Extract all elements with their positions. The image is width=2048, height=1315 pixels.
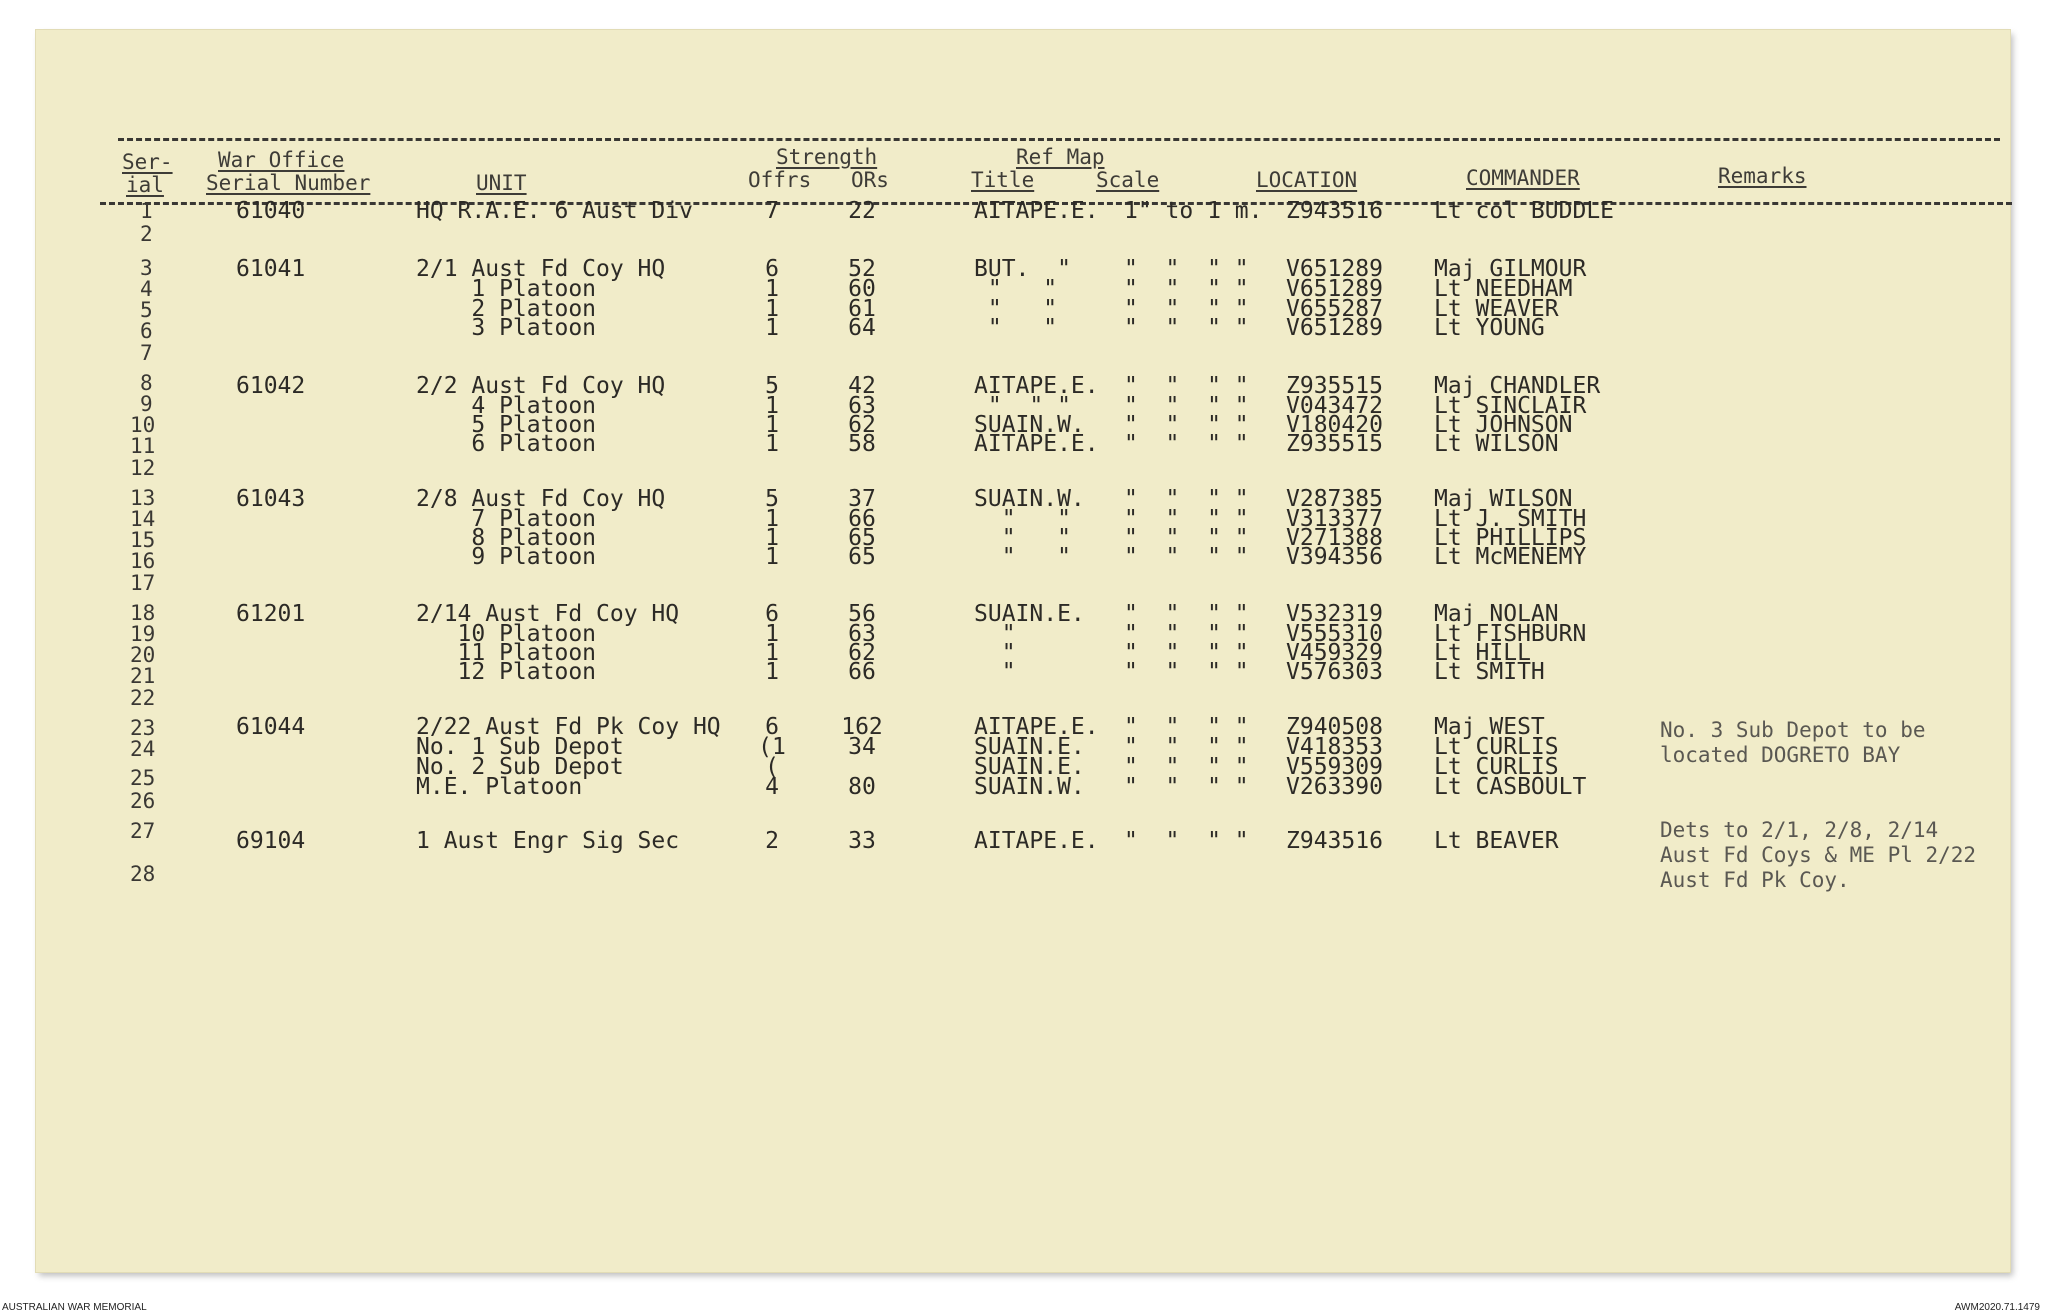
cell-title: " " bbox=[974, 525, 1071, 551]
cell-loc: Z943516 bbox=[1286, 198, 1383, 224]
cell-unit: 7 Platoon bbox=[416, 506, 597, 532]
cell-scale: " " " " bbox=[1124, 774, 1249, 800]
cell-unit: M.E. Platoon bbox=[416, 774, 583, 800]
serial-number: 3 bbox=[140, 256, 153, 280]
cell-title: AITAPE.E. bbox=[974, 828, 1099, 854]
cell-offrs: 7 bbox=[765, 198, 779, 224]
cell-scale: " " " " bbox=[1124, 412, 1249, 438]
cell-loc: Z940508 bbox=[1286, 714, 1383, 740]
cell-wo: 61201 bbox=[236, 601, 306, 627]
cell-title: SUAIN.W. bbox=[974, 486, 1085, 512]
cell-title: AITAPE.E. bbox=[974, 714, 1099, 740]
cell-wo: 61043 bbox=[236, 486, 306, 512]
serial-number: 16 bbox=[130, 549, 156, 573]
cell-ors: 64 bbox=[848, 315, 876, 341]
cell-offrs: 1 bbox=[765, 431, 779, 457]
cell-title: AITAPE.E. bbox=[974, 431, 1099, 457]
cell-title: " " bbox=[974, 276, 1058, 302]
cell-title: " bbox=[974, 659, 1016, 685]
cell-ors: 162 bbox=[841, 714, 883, 740]
cell-unit: HQ R.A.E. 6 Aust Div bbox=[416, 198, 693, 224]
serial-number: 20 bbox=[130, 643, 156, 667]
cell-cmdr: Lt SINCLAIR bbox=[1434, 393, 1587, 419]
cell-cmdr: Maj NOLAN bbox=[1434, 601, 1559, 627]
cell-offrs: 1 bbox=[765, 506, 779, 532]
cell-unit: 2/1 Aust Fd Coy HQ bbox=[416, 256, 666, 282]
serial-number: 26 bbox=[130, 789, 156, 813]
serial-number: 10 bbox=[130, 413, 156, 437]
cell-offrs: 6 bbox=[765, 714, 779, 740]
cell-offrs: 4 bbox=[765, 774, 779, 800]
cell-ors: 42 bbox=[848, 373, 876, 399]
cell-loc: V043472 bbox=[1286, 393, 1383, 419]
cell-cmdr: Lt J. SMITH bbox=[1434, 506, 1587, 532]
cell-cmdr: Lt JOHNSON bbox=[1434, 412, 1573, 438]
remark-sub-depot: No. 3 Sub Depot to be located DOGRETO BAY bbox=[1660, 718, 1939, 767]
cell-ors: 22 bbox=[848, 198, 876, 224]
header-wo-1: War Office bbox=[218, 148, 345, 172]
cell-loc: Z943516 bbox=[1286, 828, 1383, 854]
header-title: Title bbox=[971, 168, 1035, 192]
cell-offrs: 1 bbox=[765, 393, 779, 419]
cell-ors: 66 bbox=[848, 659, 876, 685]
serial-number: 19 bbox=[130, 622, 156, 646]
cell-cmdr: Maj WEST bbox=[1434, 714, 1545, 740]
cell-scale: " " " " bbox=[1124, 393, 1249, 419]
serial-number: 23 bbox=[130, 716, 156, 740]
cell-scale: " " " " bbox=[1124, 431, 1249, 457]
cell-offrs: 2 bbox=[765, 828, 779, 854]
cell-unit: 2/8 Aust Fd Coy HQ bbox=[416, 486, 666, 512]
cell-scale: " " " " bbox=[1124, 315, 1249, 341]
cell-wo: 61044 bbox=[236, 714, 306, 740]
cell-offrs: 1 bbox=[765, 640, 779, 666]
serial-number: 4 bbox=[140, 277, 153, 301]
cell-title: " bbox=[974, 640, 1016, 666]
cell-scale: " " " " bbox=[1124, 659, 1249, 685]
header-scale: Scale bbox=[1096, 168, 1160, 192]
cell-loc: V180420 bbox=[1286, 412, 1383, 438]
header-commander: COMMANDER bbox=[1466, 166, 1580, 190]
cell-title: " " bbox=[974, 315, 1058, 341]
cell-ors: 80 bbox=[848, 774, 876, 800]
cell-scale: " " " " bbox=[1124, 734, 1249, 760]
cell-title: SUAIN.E. bbox=[974, 734, 1085, 760]
cell-scale: " " " " bbox=[1124, 256, 1249, 282]
cell-title: " " " bbox=[974, 393, 1071, 419]
cell-ors: 33 bbox=[848, 828, 876, 854]
cell-ors: 62 bbox=[848, 412, 876, 438]
cell-ors: 62 bbox=[848, 640, 876, 666]
cell-wo: 69104 bbox=[236, 828, 306, 854]
cell-unit: 1 Aust Engr Sig Sec bbox=[416, 828, 680, 854]
cell-scale: " " " " bbox=[1124, 373, 1249, 399]
cell-wo: 61040 bbox=[236, 198, 306, 224]
serial-number: 15 bbox=[130, 528, 156, 552]
header-strength: Strength bbox=[776, 145, 878, 169]
cell-offrs: 1 bbox=[765, 659, 779, 685]
cell-scale: " " " " bbox=[1124, 525, 1249, 551]
cell-cmdr: Lt CURLIS bbox=[1434, 734, 1559, 760]
cell-offrs: (1 bbox=[758, 734, 786, 760]
header-wo-2: Serial Number bbox=[206, 171, 371, 195]
cell-loc: V576303 bbox=[1286, 659, 1383, 685]
cell-offrs: 1 bbox=[765, 296, 779, 322]
cell-unit: 2/22 Aust Fd Pk Coy HQ bbox=[416, 714, 721, 740]
cell-cmdr: Lt PHILLIPS bbox=[1434, 525, 1587, 551]
header-ser-2: ial bbox=[126, 173, 164, 197]
cell-ors: 37 bbox=[848, 486, 876, 512]
cell-loc: V394356 bbox=[1286, 544, 1383, 570]
cell-unit: 12 Platoon bbox=[416, 659, 597, 685]
header-unit: UNIT bbox=[476, 171, 527, 195]
cell-title: AITAPE.E. bbox=[974, 198, 1099, 224]
cell-title: " " bbox=[974, 544, 1071, 570]
cell-scale: " " " " bbox=[1124, 544, 1249, 570]
footer-accession-number: AWM2020.71.1479 bbox=[1954, 1302, 2040, 1313]
cell-unit: 1 Platoon bbox=[416, 276, 597, 302]
cell-wo: 61041 bbox=[236, 256, 306, 282]
cell-cmdr: Lt SMITH bbox=[1434, 659, 1545, 685]
cell-cmdr: Lt WEAVER bbox=[1434, 296, 1559, 322]
cell-scale: 1" to 1 m. bbox=[1124, 198, 1263, 224]
cell-ors: 60 bbox=[848, 276, 876, 302]
cell-cmdr: Lt McMENEMY bbox=[1434, 544, 1587, 570]
serial-number: 18 bbox=[130, 601, 156, 625]
cell-title: SUAIN.E. bbox=[974, 601, 1085, 627]
cell-cmdr: Lt CURLIS bbox=[1434, 754, 1559, 780]
cell-unit: 3 Platoon bbox=[416, 315, 597, 341]
serial-number: 2 bbox=[140, 222, 153, 246]
cell-cmdr: Maj GILMOUR bbox=[1434, 256, 1587, 282]
cell-cmdr: Lt BEAVER bbox=[1434, 828, 1559, 854]
cell-loc: V559309 bbox=[1286, 754, 1383, 780]
serial-number: 22 bbox=[130, 686, 156, 710]
cell-ors: 65 bbox=[848, 525, 876, 551]
serial-number: 8 bbox=[140, 371, 153, 395]
cell-scale: " " " " bbox=[1124, 640, 1249, 666]
cell-scale: " " " " bbox=[1124, 506, 1249, 532]
serial-number: 21 bbox=[130, 664, 156, 688]
cell-loc: Z935515 bbox=[1286, 431, 1383, 457]
header-refmap: Ref Map bbox=[1016, 145, 1105, 169]
cell-cmdr: Lt CASBOULT bbox=[1434, 774, 1587, 800]
serial-number: 14 bbox=[130, 507, 156, 531]
cell-unit: 10 Platoon bbox=[416, 621, 597, 647]
cell-loc: Z935515 bbox=[1286, 373, 1383, 399]
cell-loc: V555310 bbox=[1286, 621, 1383, 647]
cell-cmdr: Lt HILL bbox=[1434, 640, 1531, 666]
cell-offrs: 1 bbox=[765, 276, 779, 302]
serial-number: 9 bbox=[140, 392, 153, 416]
cell-title: " bbox=[974, 621, 1016, 647]
serial-number: 27 bbox=[130, 819, 156, 843]
cell-title: AITAPE.E. bbox=[974, 373, 1099, 399]
header-ser-1: Ser- bbox=[122, 150, 173, 174]
cell-unit: 2/2 Aust Fd Coy HQ bbox=[416, 373, 666, 399]
cell-unit: 2/14 Aust Fd Coy HQ bbox=[416, 601, 680, 627]
cell-scale: " " " " bbox=[1124, 621, 1249, 647]
serial-number: 1 bbox=[140, 199, 153, 223]
cell-loc: V418353 bbox=[1286, 734, 1383, 760]
header-ors: ORs bbox=[851, 168, 889, 192]
serial-number: 5 bbox=[140, 298, 153, 322]
cell-offrs: 5 bbox=[765, 486, 779, 512]
serial-number: 17 bbox=[130, 571, 156, 595]
cell-scale: " " " " bbox=[1124, 486, 1249, 512]
serial-number: 7 bbox=[140, 341, 153, 365]
cell-offrs: 1 bbox=[765, 315, 779, 341]
cell-offrs: 1 bbox=[765, 544, 779, 570]
cell-scale: " " " " bbox=[1124, 601, 1249, 627]
cell-unit: No. 2 Sub Depot bbox=[416, 754, 624, 780]
serial-number: 12 bbox=[130, 456, 156, 480]
cell-loc: V655287 bbox=[1286, 296, 1383, 322]
cell-scale: " " " " bbox=[1124, 754, 1249, 780]
cell-cmdr: Lt WILSON bbox=[1434, 431, 1559, 457]
cell-scale: " " " " bbox=[1124, 296, 1249, 322]
header-offrs: Offrs bbox=[748, 168, 812, 192]
header-remarks: Remarks bbox=[1718, 164, 1807, 188]
cell-ors: 52 bbox=[848, 256, 876, 282]
serial-number: 28 bbox=[130, 862, 156, 886]
cell-title: SUAIN.W. bbox=[974, 412, 1085, 438]
cell-scale: " " " " bbox=[1124, 828, 1249, 854]
cell-unit: 11 Platoon bbox=[416, 640, 597, 666]
cell-ors: 63 bbox=[848, 393, 876, 419]
cell-cmdr: Lt YOUNG bbox=[1434, 315, 1545, 341]
top-rule bbox=[118, 138, 2000, 141]
cell-scale: " " " " bbox=[1124, 276, 1249, 302]
cell-unit: 2 Platoon bbox=[416, 296, 597, 322]
cell-cmdr: Maj CHANDLER bbox=[1434, 373, 1601, 399]
serial-number: 6 bbox=[140, 319, 153, 343]
cell-offrs: 1 bbox=[765, 412, 779, 438]
cell-scale: " " " " bbox=[1124, 714, 1249, 740]
cell-title: BUT. " bbox=[974, 256, 1071, 282]
cell-offrs: ( bbox=[765, 754, 779, 780]
cell-offrs: 6 bbox=[765, 256, 779, 282]
cell-unit: 8 Platoon bbox=[416, 525, 597, 551]
cell-cmdr: Lt col BUDDLE bbox=[1434, 198, 1615, 224]
cell-loc: V313377 bbox=[1286, 506, 1383, 532]
cell-unit: No. 1 Sub Depot bbox=[416, 734, 624, 760]
cell-ors: 66 bbox=[848, 506, 876, 532]
cell-offrs: 6 bbox=[765, 601, 779, 627]
cell-ors: 58 bbox=[848, 431, 876, 457]
header-location: LOCATION bbox=[1256, 168, 1358, 192]
cell-unit: 4 Platoon bbox=[416, 393, 597, 419]
cell-title: " " bbox=[974, 506, 1071, 532]
cell-title: SUAIN.E. bbox=[974, 754, 1085, 780]
cell-cmdr: Lt FISHBURN bbox=[1434, 621, 1587, 647]
cell-offrs: 1 bbox=[765, 525, 779, 551]
serial-number: 25 bbox=[130, 766, 156, 790]
cell-title: " " bbox=[974, 296, 1058, 322]
serial-number: 11 bbox=[130, 434, 156, 458]
cell-loc: V459329 bbox=[1286, 640, 1383, 666]
cell-ors: 65 bbox=[848, 544, 876, 570]
cell-wo: 61042 bbox=[236, 373, 306, 399]
serial-number: 13 bbox=[130, 486, 156, 510]
cell-ors: 56 bbox=[848, 601, 876, 627]
cell-ors: 61 bbox=[848, 296, 876, 322]
document-sheet bbox=[36, 30, 2010, 1272]
serial-number: 24 bbox=[130, 737, 156, 761]
cell-offrs: 1 bbox=[765, 621, 779, 647]
footer-source: AUSTRALIAN WAR MEMORIAL bbox=[2, 1302, 147, 1313]
cell-cmdr: Maj WILSON bbox=[1434, 486, 1573, 512]
cell-loc: V651289 bbox=[1286, 256, 1383, 282]
cell-ors: 34 bbox=[848, 734, 876, 760]
cell-loc: V651289 bbox=[1286, 276, 1383, 302]
cell-offrs: 5 bbox=[765, 373, 779, 399]
cell-loc: V287385 bbox=[1286, 486, 1383, 512]
cell-loc: V651289 bbox=[1286, 315, 1383, 341]
cell-ors: 63 bbox=[848, 621, 876, 647]
remark-signals-dets: Dets to 2/1, 2/8, 2/14 Aust Fd Coys & ME Pl 2/22 Aust Fd Pk Coy. bbox=[1660, 818, 1989, 892]
cell-title: SUAIN.W. bbox=[974, 774, 1085, 800]
cell-cmdr: Lt NEEDHAM bbox=[1434, 276, 1573, 302]
cell-unit: 9 Platoon bbox=[416, 544, 597, 570]
cell-loc: V532319 bbox=[1286, 601, 1383, 627]
cell-loc: V271388 bbox=[1286, 525, 1383, 551]
cell-loc: V263390 bbox=[1286, 774, 1383, 800]
cell-unit: 6 Platoon bbox=[416, 431, 597, 457]
cell-unit: 5 Platoon bbox=[416, 412, 597, 438]
